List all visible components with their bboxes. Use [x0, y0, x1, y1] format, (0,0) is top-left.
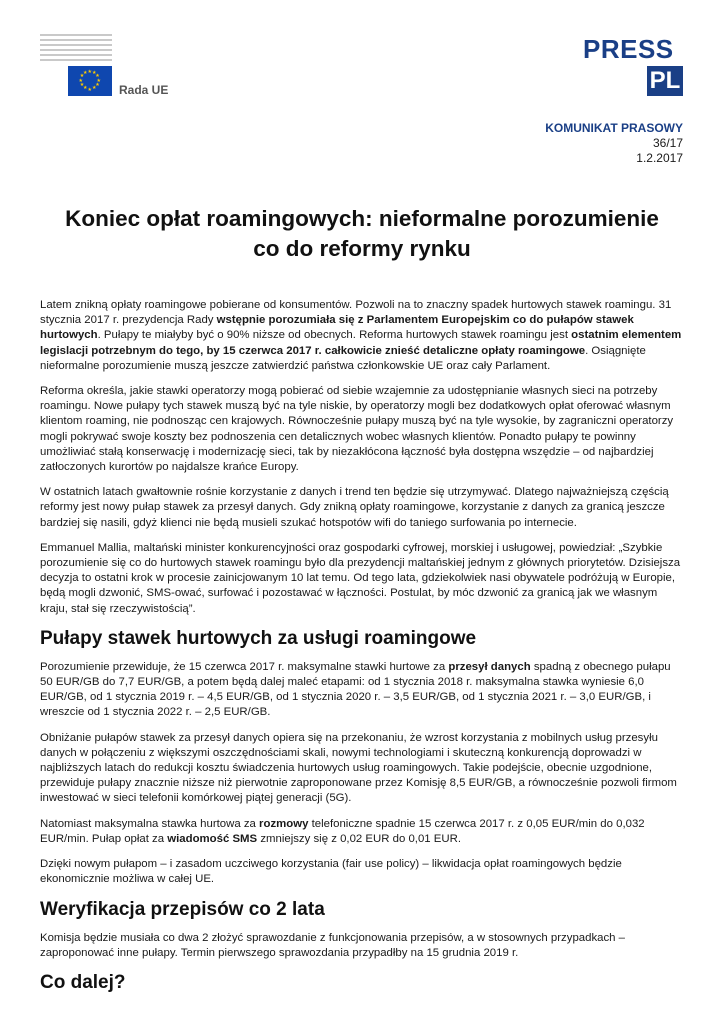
title-line-1: Koniec opłat roamingowych: nieformalne porozumienie [65, 206, 659, 231]
flag-star-icon: ★ [83, 69, 88, 76]
paragraph-quote: Emmanuel Mallia, maltański minister konkurencyjności oraz gospodarki cyfrowej, morskiej i usługowej, powiedział: „Szybkie porozumienie się co do hurtowych stawek roamingu było dla prezydencji maltańskiej jednym z głównych priorytetów. Dzisiejsza decyzja to ostatni krok w procesie zainicjowanym 10 lat temu. Od tego lata, gdziekolwiek nasi obywatele podróżują w Europie, będą mogli dzwonić, SMS-ować, surfować i pozostawać w łączności. Postulat, by móc dzwonić za granicą jak we własnym kraju, stał się rzeczywistością”. [40, 541, 681, 615]
paragraph-intro [40, 298, 684, 374]
flag-star-icon: ★ [79, 82, 85, 88]
paragraph-data-trend: W ostatnich latach gwałtownie rośnie korzystanie z danych i trend ten będzie się utrzymywać. Dlatego najważniejszą częścią reformy jest nowy pułap stawek za przesył danych. Gdy znikną opłaty roamingowe, korzystanie z danych za granicą jeszcze bardziej się nasili, gdyż klienci nie będą musieli szukać hotspotów wifi do taniego surfowania po internecie. [40, 486, 669, 529]
document-header [0, 0, 724, 200]
intro-text-a: Latem znikną opłaty roamingowe pobierane od konsumentów. Pozwoli na to znaczny spadek hurtowych stawek roamingu. 31 stycznia 2017 r. prezydencja Rady [40, 299, 672, 327]
flag-star-icon: ★ [92, 69, 97, 76]
flag-star-icon: ★ [92, 85, 97, 92]
calls-bold: rozmowy [259, 817, 309, 830]
release-number: 36/17 [652, 136, 683, 150]
press-logo-text: PRESS [583, 34, 674, 64]
eu-flag-icon [68, 66, 112, 96]
council-logo-lines [40, 34, 112, 64]
data-caps-text-a: Porozumienie przewiduje, że 15 czerwca 2017 r. maksymalne stawki hurtowe za [40, 660, 449, 673]
page-title [40, 204, 684, 264]
intro-text-c: . Pułapy te miałyby być o 90% niższe od obecnych. Reforma hurtowych stawek roamingu jest [97, 329, 572, 342]
flag-star-icon: ★ [78, 77, 83, 84]
flag-star-icon: ★ [95, 82, 100, 88]
data-caps-bold: przesył danych [448, 660, 531, 673]
heading-wholesale-caps: Pułapy stawek hurtowych za usługi roamingowe [40, 627, 477, 649]
org-name: Rada UE [119, 83, 169, 97]
paragraph-fair-use: Dzięki nowym pułapom – i zasadom uczciwego korzystania (fair use policy) – likwidacja opłat roamingowych będzie ekonomicznie możliwa w całej UE. [40, 858, 622, 886]
calls-text-a: Natomiast maksymalna stawka hurtowa za [40, 817, 260, 830]
language-badge: PL [647, 66, 683, 96]
heading-review: Weryfikacja przepisów co 2 lata [40, 898, 325, 920]
heading-next-steps: Co dalej? [40, 971, 126, 993]
flag-star-icon: ★ [96, 77, 101, 84]
release-meta [545, 121, 683, 166]
flag-star-icon: ★ [87, 68, 92, 75]
title-line-2: co do reformy rynku [253, 236, 471, 261]
flag-star-icon: ★ [79, 73, 85, 79]
flag-star-icon: ★ [95, 73, 100, 79]
article-body [40, 298, 684, 1004]
flag-star-icon: ★ [83, 85, 88, 92]
sms-bold: wiadomość SMS [167, 832, 258, 845]
paragraph-reform: Reforma określa, jakie stawki operatorzy mogą pobierać od siebie wzajemnie za udostępnianie własnych sieci na potrzeby roamingu. Nowe pułapy tych stawek muszą być na tyle niskie, by operatorzy mogli bez dodatkowych opłat oferować własnym klientom roaming, nie podnosząc cen krajowych. Równocześnie pułapy muszą być na tyle wysokie, by zagraniczni operatorzy mogli pokrywać swoje koszty bez podnoszenia cen detalicznych wobec własnych klientów. Ponadto pułapy te powinny umożliwiać stałą konserwację i modernizację sieci, tak by niezakłócona łączność była dostępna wszędzie – od najbardziej zatłoczonych kurortów po najdalsze krańce Europy. [40, 385, 674, 474]
flag-star-icon: ★ [87, 86, 92, 93]
data-caps-text-c: spadną z obecnego pułapu 50 EUR/GB do 7,7 EUR/GB, a potem będą dalej maleć etapami: od 1 stycznia 2018 r. maksymalna stawka wyniesie 6,0 EUR/GB, od 1 stycznia 2019 r. – 4,5 EUR/GB, od 1 stycznia 2020 r. – 3,5 EUR/GB, od 1 stycznia 2021 r. – 3,0 EUR/GB, i wreszcie od 1 stycznia 2022 r. – 2,5 EUR/GB. [40, 660, 671, 719]
paragraph-calls-sms [40, 817, 684, 847]
paragraph-caps-rationale: Obniżanie pułapów stawek za przesył danych opiera się na przekonaniu, że wzrost korzystania z mobilnych usług przesyłu danych w połączeniu z większymi oszczędnościami skali, nowymi technologiami i skuteczną konkurencją doprowadzi w najbliższych latach do redukcji kosztu świadczenia hurtowych usług roamingowych. Takie podejście, obecnie uzgodnione, przewiduje pułapy znacznie niższe niż pierwotnie zaproponowane przez Komisję 8,5 EUR/GB, a równocześnie pozwoli firmom inwestować w sieci telefonii komórkowej piątej generacji (5G). [40, 731, 677, 805]
paragraph-data-caps [40, 660, 684, 721]
intro-bold-last-element: ostatnim elementem legislacji potrzebnym do tego, by 15 czerwca 2017 r. całkowicie znieść detaliczne opłaty roamingowe [40, 329, 682, 357]
paragraph-review: Komisja będzie musiała co dwa 2 złożyć sprawozdanie z funkcjonowania przepisów, a w stosownych przypadkach – zaproponować inne pułapy. Termin pierwszego sprawozdania przypadłby na 15 grudnia 2019 r. [40, 931, 626, 959]
intro-text-d: . Osiągnięte nieformalne porozumienie muszą jeszcze zatwierdzić państwa członkowskie UE oraz cały Parlament. [40, 344, 646, 372]
intro-bold-agreement: wstępnie porozumiała się z Parlamentem Europejskim co do pułapów stawek hurtowych [40, 314, 634, 342]
release-date: 1.2.2017 [636, 151, 683, 165]
calls-text-c: telefoniczne spadnie 15 czerwca 2017 r. z 0,05 EUR/min do 0,032 EUR/min. Pułap opłat za [40, 817, 645, 845]
calls-text-d: zmniejszy się z 0,02 EUR do 0,01 EUR. [257, 832, 462, 845]
release-type: KOMUNIKAT PRASOWY [545, 121, 683, 135]
